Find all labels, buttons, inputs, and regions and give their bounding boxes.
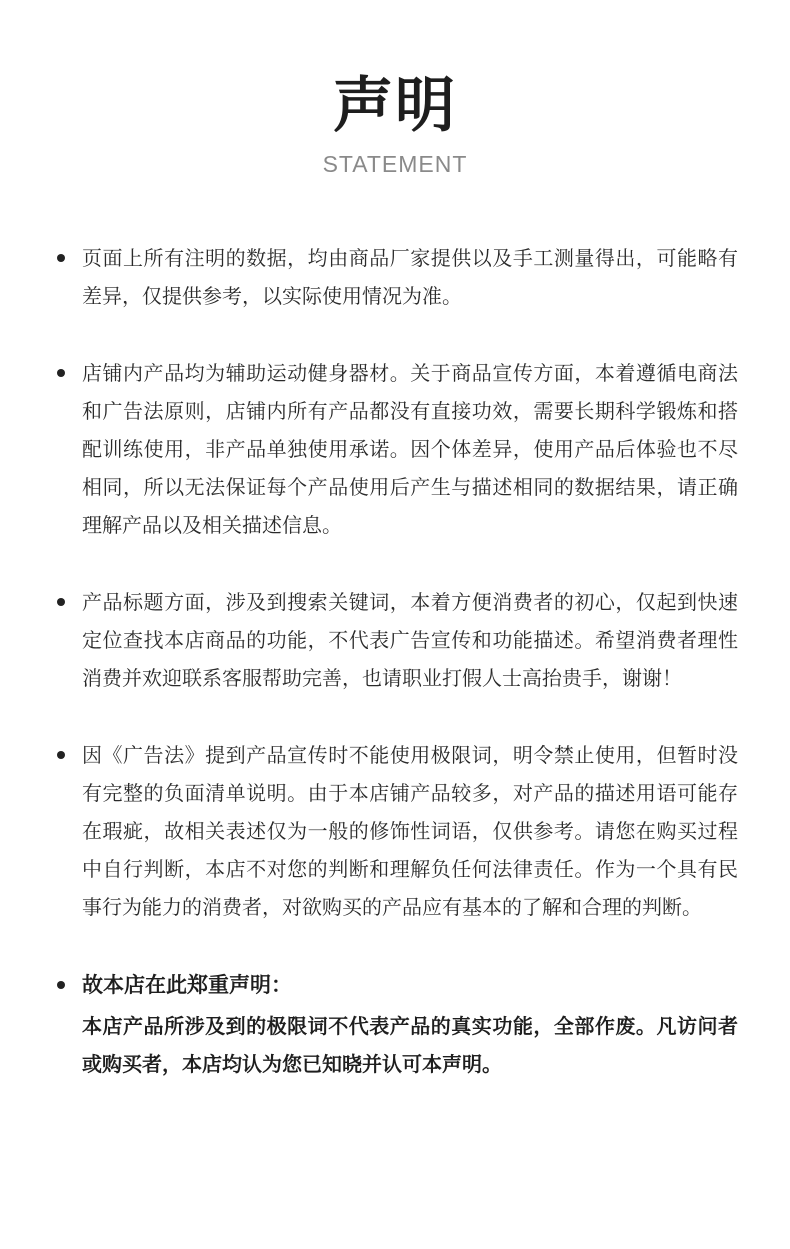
statement-item-text: 店铺内产品均为辅助运动健身器材。关于商品宣传方面，本着遵循电商法和广告法原则，店铺内所有产品都没有直接功效，需要长期科学锻炼和搭配训练使用，非产品单独使用承诺。因个体差异，使用产品后体验也不尽相同，所以无法保证每个产品使用后产生与描述相同的数据结果，请正确理解产品以及相关描述信息。 (82, 361, 738, 537)
statement-item-text: 产品标题方面，涉及到搜索关键词，本着方便消费者的初心，仅起到快速定位查找本店商品的功能，不代表广告宣传和功能描述。希望消费者理性消费并欢迎联系客服帮助完善，也请职业打假人士高抬贵手，谢谢！ (82, 590, 738, 690)
statement-item-advertising-law (0, 736, 790, 926)
page-subtitle: STATEMENT (322, 151, 468, 177)
statement-item-product-efficacy (0, 354, 790, 544)
statement-item-data-accuracy (0, 239, 790, 315)
statement-item-solemn-declaration (0, 965, 790, 1083)
bullet-dot-icon (57, 751, 65, 759)
page-title: 声明 (333, 71, 457, 141)
statement-list (0, 239, 790, 1122)
bullet-dot-icon (57, 254, 65, 262)
statement-item-product-title (0, 583, 790, 697)
bullet-dot-icon (57, 981, 65, 989)
statement-item-text: 因《广告法》提到产品宣传时不能使用极限词，明令禁止使用，但暂时没有完整的负面清单说明。由于本店铺产品较多，对产品的描述用语可能存在瑕疵，故相关表述仅为一般的修饰性词语，仅供参考。请您在购买过程中自行判断，本店不对您的判断和理解负任何法律责任。作为一个具有民事行为能力的消费者，对欲购买的产品应有基本的了解和合理的判断。 (82, 743, 738, 919)
bullet-dot-icon (57, 598, 65, 606)
declaration-body: 本店产品所涉及到的极限词不代表产品的真实功能，全部作废。凡访问者或购买者，本店均认为您已知晓并认可本声明。 (82, 1014, 738, 1076)
declaration-heading: 故本店在此郑重声明： (82, 973, 292, 997)
statement-item-text: 页面上所有注明的数据，均由商品厂家提供以及手工测量得出，可能略有差异，仅提供参考，以实际使用情况为准。 (82, 246, 738, 308)
bullet-dot-icon (57, 369, 65, 377)
